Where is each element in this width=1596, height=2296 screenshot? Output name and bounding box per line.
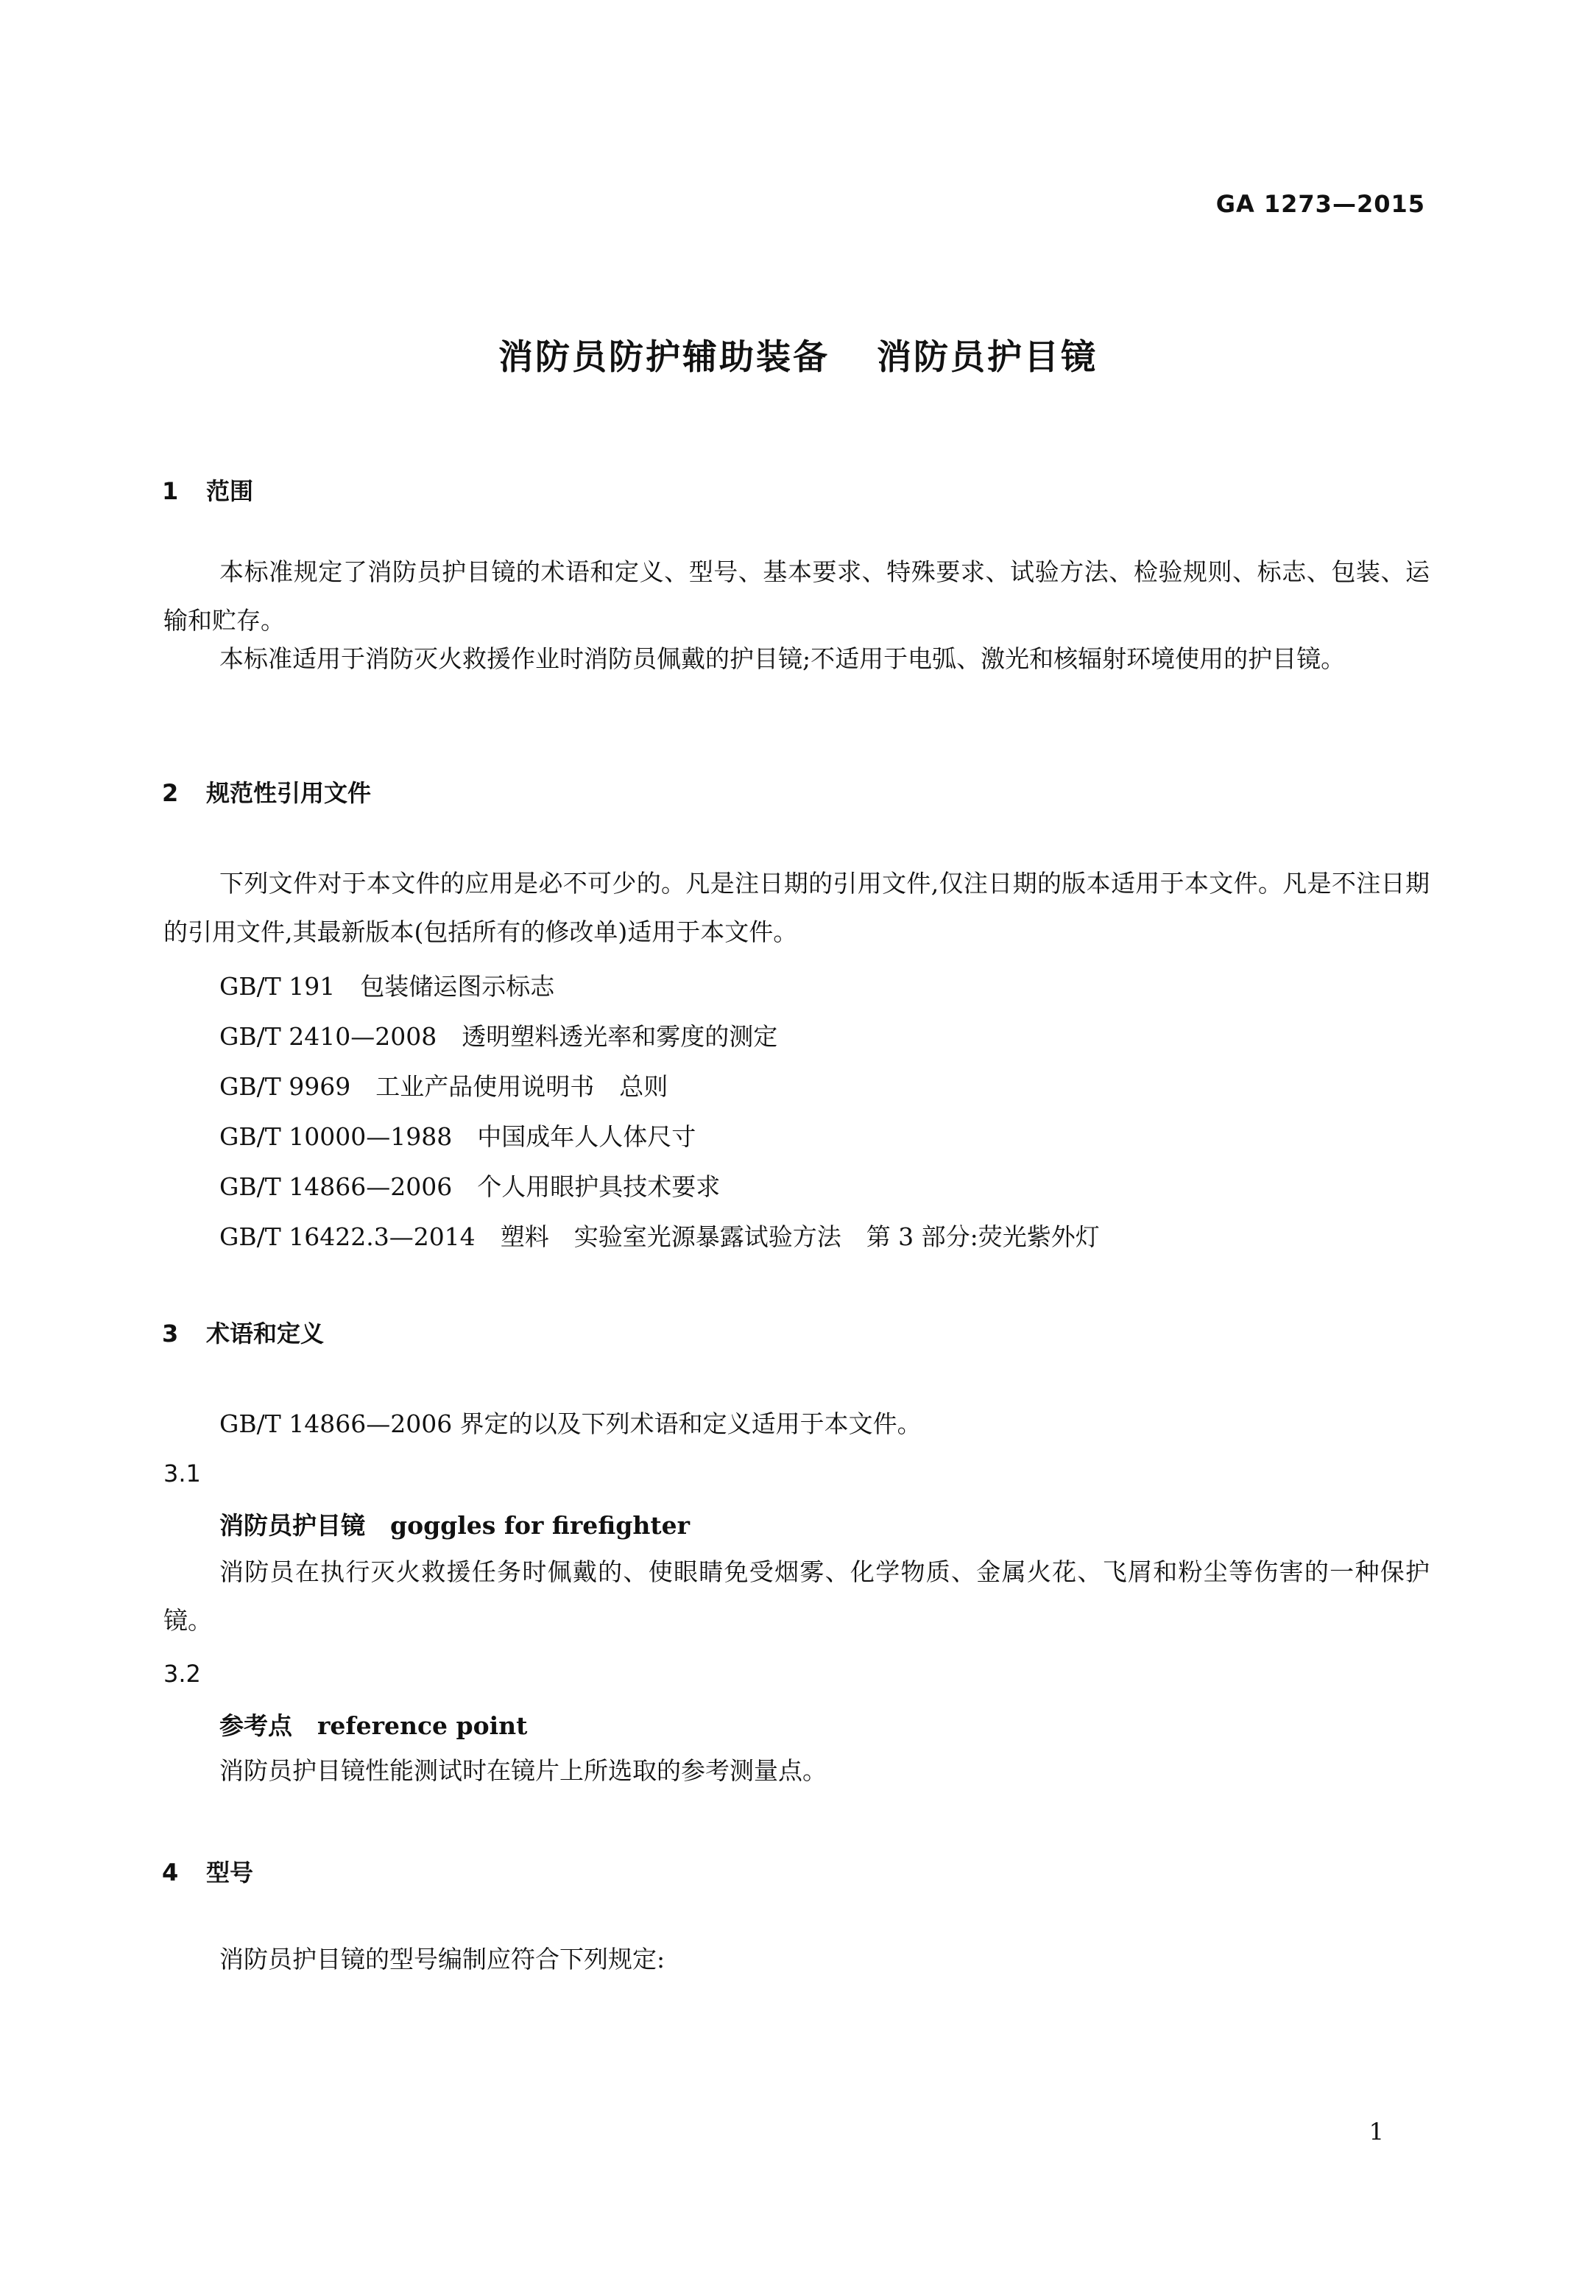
- scope-paragraph-2: 本标准适用于消防灭火救援作业时消防员佩戴的护目镜;不适用于电弧、激光和核辐射环境使用的护目镜。: [219, 644, 1346, 673]
- reference-title: 塑料: [500, 1222, 549, 1251]
- reference-code: GB/T 14866—2006: [219, 1172, 453, 1201]
- reference-title-part-2: 实验室光源暴露试验方法: [573, 1222, 841, 1251]
- term-zh: 参考点: [219, 1711, 292, 1740]
- scope-paragraph-1: 本标准规定了消防员护目镜的术语和定义、型号、基本要求、特殊要求、试验方法、检验规则、标志、包装、运输和贮存。: [163, 557, 1430, 635]
- section-title: 范围: [206, 477, 254, 505]
- section-title: 术语和定义: [206, 1320, 325, 1348]
- section-number: 2: [162, 779, 179, 807]
- reference-item: [219, 1118, 696, 1152]
- section-number: 4: [162, 1859, 179, 1887]
- document-title: [0, 330, 1596, 379]
- section-4-heading: [162, 1854, 253, 1888]
- term-zh: 消防员护目镜: [219, 1511, 365, 1540]
- reference-item: [219, 1068, 668, 1102]
- normative-refs-intro: 下列文件对于本文件的应用是必不可少的。凡是注日期的引用文件,仅注日期的版本适用于本文件。凡是不注日期的引用文件,其最新版本(包括所有的修改单)适用于本文件。: [163, 869, 1430, 946]
- reference-item: [219, 1218, 1100, 1253]
- reference-code: GB/T 2410—2008: [219, 1022, 437, 1051]
- title-part-2: 消防员护目镜: [877, 337, 1098, 378]
- term-heading: [219, 1507, 690, 1541]
- reference-item: [219, 968, 554, 1002]
- reference-code: GB/T 16422.3—2014: [219, 1222, 476, 1251]
- reference-item: [219, 1018, 777, 1052]
- term-en: goggles for firefighter: [390, 1511, 690, 1540]
- section-3-heading: [162, 1315, 324, 1349]
- term-number: 3.2: [163, 1660, 201, 1688]
- section-title: 规范性引用文件: [206, 779, 372, 807]
- terms-intro: GB/T 14866—2006 界定的以及下列术语和定义适用于本文件。: [219, 1409, 922, 1438]
- section-title: 型号: [206, 1859, 254, 1887]
- model-intro: 消防员护目镜的型号编制应符合下列规定:: [219, 1945, 665, 1973]
- reference-title-part-3: 第 3 部分:荧光紫外灯: [866, 1222, 1100, 1251]
- section-number: 3: [162, 1320, 179, 1348]
- section-2-heading: [162, 775, 371, 809]
- reference-code: GB/T 9969: [219, 1072, 351, 1101]
- term-definition: 消防员在执行灭火救援任务时佩戴的、使眼睛免受烟雾、化学物质、金属火花、飞屑和粉尘等伤害的一种保护镜。: [163, 1557, 1430, 1635]
- standard-code: GA 1273—2015: [1215, 190, 1425, 218]
- section-1-heading: [162, 473, 253, 507]
- reference-title: 透明塑料透光率和雾度的测定: [462, 1022, 778, 1051]
- term-number: 3.1: [163, 1459, 201, 1487]
- reference-title-part-2: 总则: [619, 1072, 668, 1101]
- term-definition: 消防员护目镜性能测试时在镜片上所选取的参考测量点。: [219, 1756, 827, 1785]
- reference-code: GB/T 10000—1988: [219, 1122, 453, 1151]
- reference-title: 工业产品使用说明书: [375, 1072, 595, 1101]
- reference-title: 个人用眼护具技术要求: [477, 1172, 721, 1201]
- reference-code: GB/T 191: [219, 972, 336, 1001]
- reference-title: 包装储运图示标志: [360, 972, 555, 1001]
- reference-item: [219, 1168, 720, 1202]
- term-heading: [219, 1707, 527, 1742]
- page-number: 1: [1369, 2118, 1384, 2146]
- term-en: reference point: [317, 1711, 528, 1740]
- title-part-1: 消防员防护辅助装备: [498, 337, 830, 378]
- reference-title: 中国成年人人体尺寸: [477, 1122, 696, 1151]
- section-number: 1: [162, 477, 179, 505]
